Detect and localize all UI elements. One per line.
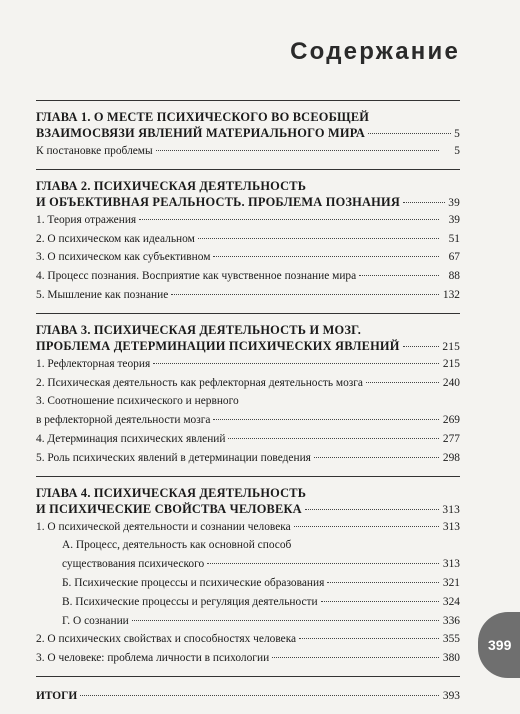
entry-page: 51 bbox=[448, 232, 460, 245]
chapter-4 bbox=[36, 477, 460, 676]
chapter-title-line1: ГЛАВА 1. О МЕСТЕ ПСИХИЧЕСКОГО ВО ВСЕОБЩЕЙ bbox=[36, 110, 370, 124]
chapter-title-line1: ГЛАВА 4. ПСИХИЧЕСКАЯ ДЕЯТЕЛЬНОСТЬ bbox=[36, 485, 307, 500]
entry-label: 1. Рефлекторная теория bbox=[36, 357, 151, 370]
toc-entry[interactable] bbox=[36, 230, 460, 249]
entry-page: 313 bbox=[442, 558, 460, 571]
toc-entry[interactable] bbox=[36, 449, 460, 468]
leader-dots bbox=[294, 526, 439, 527]
entry-page: 324 bbox=[442, 595, 460, 608]
chapter-title[interactable] bbox=[36, 109, 460, 142]
chapter-page: 39 bbox=[448, 196, 460, 209]
entry-page: 132 bbox=[442, 288, 460, 301]
entry-label: Г. О сознании bbox=[62, 614, 129, 627]
entry-page: 215 bbox=[442, 357, 460, 370]
entry-label: существования психического bbox=[62, 558, 205, 571]
entry-label: 4. Детерминация психических явлений bbox=[36, 432, 226, 445]
leader-dots bbox=[403, 202, 445, 203]
chapter-page: 313 bbox=[442, 503, 460, 516]
leader-dots bbox=[80, 695, 439, 696]
leader-dots bbox=[305, 509, 440, 510]
leader-dots bbox=[153, 363, 439, 364]
chapter-title-line2: И ПСИХИЧЕСКИЕ СВОЙСТВА ЧЕЛОВЕКА bbox=[36, 501, 302, 516]
toc-subentry[interactable] bbox=[36, 593, 460, 612]
entry-label: А. Процесс, деятельность как основной способ bbox=[62, 539, 292, 552]
entry-page: 269 bbox=[442, 414, 460, 427]
entry-label: 5. Роль психических явлений в детерминации поведения bbox=[36, 451, 311, 464]
toc-entry[interactable] bbox=[36, 630, 460, 649]
toc-entry[interactable] bbox=[36, 518, 460, 537]
entry-label: 2. О психических свойствах и способностях человека bbox=[36, 633, 297, 646]
entry-page: 277 bbox=[442, 432, 460, 445]
leader-dots bbox=[207, 563, 439, 564]
leader-dots bbox=[403, 346, 440, 347]
entry-label: 4. Процесс познания. Восприятие как чувственное познание мира bbox=[36, 270, 357, 283]
entry-label: К постановке проблемы bbox=[36, 145, 153, 157]
entry-page: 39 bbox=[448, 213, 460, 226]
chapter-title-line2: ПРОБЛЕМА ДЕТЕРМИНАЦИИ ПСИХИЧЕСКИХ ЯВЛЕНИЙ bbox=[36, 338, 400, 353]
toc-entry[interactable] bbox=[36, 430, 460, 449]
toc-subentry[interactable] bbox=[36, 574, 460, 593]
chapter-title-line2: И ОБЪЕКТИВНАЯ РЕАЛЬНОСТЬ. ПРОБЛЕМА ПОЗНАНИЯ bbox=[36, 194, 400, 209]
toc-entry[interactable] bbox=[36, 392, 460, 411]
page-title: Содержание bbox=[290, 38, 460, 65]
toc-entry[interactable] bbox=[36, 649, 460, 668]
entry-label: 2. Психическая деятельность как рефлекторная деятельность мозга bbox=[36, 376, 363, 389]
entry-page: 298 bbox=[442, 451, 460, 464]
entry-page: 380 bbox=[442, 652, 460, 665]
leader-dots bbox=[132, 620, 439, 621]
leader-dots bbox=[366, 382, 439, 383]
page-number-badge: 399 bbox=[478, 612, 520, 678]
toc-entry[interactable] bbox=[36, 355, 460, 374]
chapter-2 bbox=[36, 170, 460, 313]
entry-page: 321 bbox=[442, 576, 460, 589]
leader-dots bbox=[156, 150, 439, 151]
entry-label: 3. О психическом как субъективном bbox=[36, 251, 211, 264]
entry-label: 5. Мышление как познание bbox=[36, 288, 169, 301]
chapter-title-line1: ГЛАВА 2. ПСИХИЧЕСКАЯ ДЕЯТЕЛЬНОСТЬ bbox=[36, 178, 307, 193]
leader-dots bbox=[327, 582, 439, 583]
entry-page: 5 bbox=[454, 145, 460, 157]
entry-page: 336 bbox=[442, 614, 460, 627]
entry-page: 240 bbox=[442, 376, 460, 389]
leader-dots bbox=[314, 457, 439, 458]
leader-dots bbox=[299, 638, 439, 639]
toc-subentry[interactable] bbox=[36, 555, 460, 574]
leader-dots bbox=[139, 219, 439, 220]
toc-entry[interactable] bbox=[36, 142, 460, 161]
entry-label: 1. Теория отражения bbox=[36, 213, 137, 226]
toc-entry-itogi[interactable] bbox=[36, 687, 460, 706]
table-of-contents bbox=[36, 100, 460, 714]
leader-dots bbox=[272, 657, 439, 658]
entry-label: В. Психические процессы и регуляция деятельности bbox=[62, 595, 318, 608]
leader-dots bbox=[213, 256, 439, 257]
toc-entry[interactable] bbox=[36, 211, 460, 230]
entry-page: 88 bbox=[448, 270, 460, 283]
leader-dots bbox=[368, 133, 451, 134]
entry-label: в рефлекторной деятельности мозга bbox=[36, 414, 211, 427]
entry-page: 313 bbox=[442, 520, 460, 533]
entry-page: 67 bbox=[448, 251, 460, 264]
entry-page: 355 bbox=[442, 633, 460, 646]
chapter-title[interactable] bbox=[36, 178, 460, 211]
leader-dots bbox=[321, 601, 439, 602]
chapter-title-line2: ВЗАИМОСВЯЗИ ЯВЛЕНИЙ МАТЕРИАЛЬНОГО МИРА bbox=[36, 126, 366, 140]
toc-subentry[interactable] bbox=[36, 612, 460, 631]
leader-dots bbox=[359, 275, 439, 276]
toc-entry[interactable] bbox=[36, 286, 460, 305]
itogi-page: 393 bbox=[442, 689, 460, 702]
chapter-page: 5 bbox=[454, 128, 460, 140]
chapter-page: 215 bbox=[442, 340, 460, 353]
toc-entry[interactable] bbox=[36, 411, 460, 430]
leader-dots bbox=[198, 238, 439, 239]
entry-label: 3. Соотношение психического и нервного bbox=[36, 395, 239, 408]
entry-label: 3. О человеке: проблема личности в психологии bbox=[36, 652, 270, 665]
chapter-title[interactable] bbox=[36, 322, 460, 355]
chapter-3 bbox=[36, 314, 460, 476]
chapter-title-line1: ГЛАВА 3. ПСИХИЧЕСКАЯ ДЕЯТЕЛЬНОСТЬ И МОЗГ. bbox=[36, 322, 362, 337]
leader-dots bbox=[171, 294, 439, 295]
itogi-section bbox=[36, 677, 460, 714]
entry-label: 2. О психическом как идеальном bbox=[36, 232, 195, 245]
leader-dots bbox=[213, 419, 439, 420]
leader-dots bbox=[228, 438, 439, 439]
itogi-label: ИТОГИ bbox=[36, 689, 78, 702]
entry-label: 1. О психической деятельности и сознании человека bbox=[36, 520, 291, 533]
chapter-1 bbox=[36, 101, 460, 169]
toc-entry[interactable] bbox=[36, 267, 460, 286]
chapter-title[interactable] bbox=[36, 485, 460, 518]
toc-entry[interactable] bbox=[36, 248, 460, 267]
toc-entry[interactable] bbox=[36, 374, 460, 393]
toc-subentry[interactable] bbox=[36, 536, 460, 555]
entry-label: Б. Психические процессы и психические образования bbox=[62, 576, 325, 589]
